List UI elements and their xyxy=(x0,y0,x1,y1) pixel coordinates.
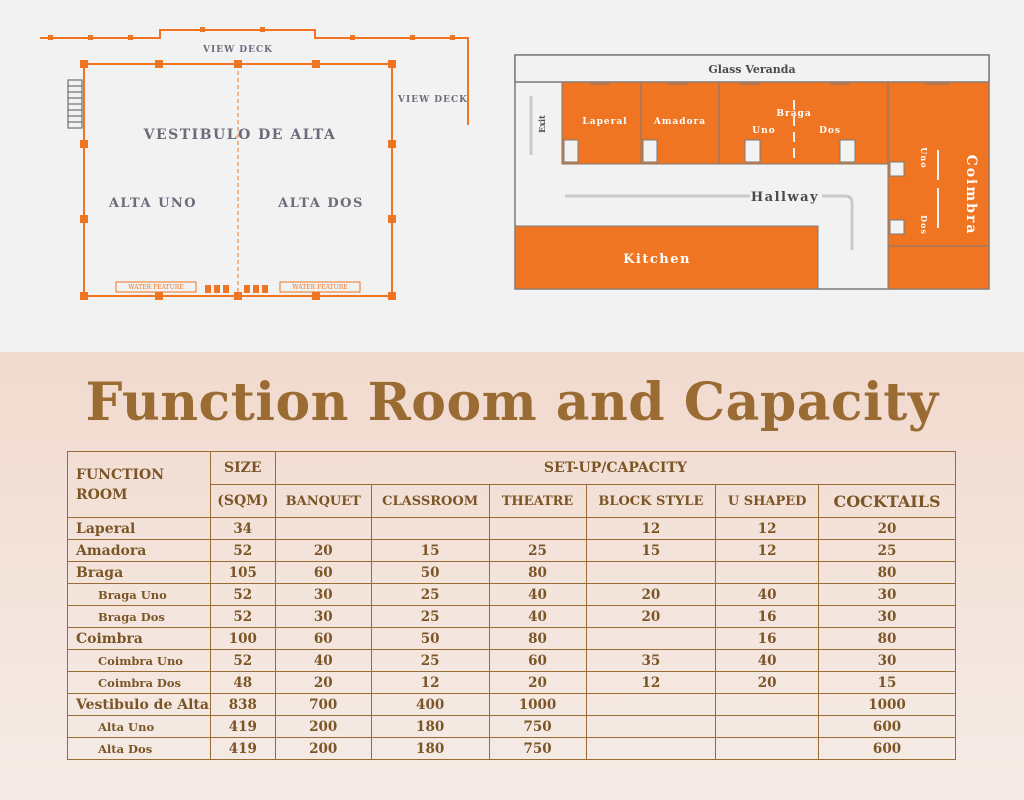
table-row xyxy=(68,518,956,540)
size-cell: 105 xyxy=(210,562,275,584)
capacity-cell: 200 xyxy=(275,738,371,760)
hall-name-label: VESTIBULO DE ALTA xyxy=(143,127,337,143)
capacity-table xyxy=(67,451,956,760)
capacity-cell: 12 xyxy=(586,518,716,540)
capacity-cell: 20 xyxy=(489,672,586,694)
capacity-cell: 20 xyxy=(275,672,371,694)
capacity-cell: 30 xyxy=(819,606,956,628)
size-cell: 419 xyxy=(210,738,275,760)
capacity-cell: 25 xyxy=(371,606,489,628)
hallway-label: Hallway xyxy=(750,190,820,205)
capacity-cell xyxy=(586,694,716,716)
capacity-cell: 1000 xyxy=(489,694,586,716)
capacity-cell: 750 xyxy=(489,738,586,760)
capacity-cell: 40 xyxy=(489,606,586,628)
size-cell: 52 xyxy=(210,650,275,672)
capacity-cell: 600 xyxy=(819,738,956,760)
capacity-cell: 80 xyxy=(819,628,956,650)
capacity-cell: 12 xyxy=(371,672,489,694)
room-name-cell: Laperal xyxy=(68,518,211,540)
capacity-cell: 700 xyxy=(275,694,371,716)
table-row xyxy=(68,738,956,760)
room-name-cell: Amadora xyxy=(68,540,211,562)
capacity-cell xyxy=(586,562,716,584)
capacity-cell: 60 xyxy=(275,628,371,650)
braga-uno-label: Uno xyxy=(752,126,776,136)
capacity-cell xyxy=(489,518,586,540)
capacity-cell: 15 xyxy=(819,672,956,694)
capacity-cell: 180 xyxy=(371,738,489,760)
room-name-cell: Alta Dos xyxy=(68,738,211,760)
size-unit-header: (SQM) xyxy=(210,485,275,518)
capacity-cell xyxy=(586,628,716,650)
alta-dos-label: ALTA DOS xyxy=(278,196,364,211)
capacity-cell: 1000 xyxy=(819,694,956,716)
room-name-cell: Coimbra Uno xyxy=(68,650,211,672)
capacity-cell: 80 xyxy=(489,562,586,584)
coimbra-uno-label: Uno xyxy=(919,147,929,169)
size-cell: 838 xyxy=(210,694,275,716)
room-name-cell: Vestibulo de Alta xyxy=(68,694,211,716)
capacity-cell: 25 xyxy=(371,584,489,606)
capacity-cell: 25 xyxy=(489,540,586,562)
size-cell: 52 xyxy=(210,584,275,606)
braga-dos-label: Dos xyxy=(819,126,841,136)
capacity-cell: 20 xyxy=(819,518,956,540)
capacity-table-body xyxy=(68,518,956,760)
view-deck-right-label: VIEW DECK xyxy=(398,95,468,105)
capacity-cell: 50 xyxy=(371,562,489,584)
glass-veranda-label: Glass Veranda xyxy=(708,63,796,76)
capacity-cell: 20 xyxy=(586,584,716,606)
size-cell: 52 xyxy=(210,540,275,562)
capacity-cell: 20 xyxy=(716,672,819,694)
capacity-cell: 30 xyxy=(275,584,371,606)
capacity-cell xyxy=(586,738,716,760)
size-cell: 48 xyxy=(210,672,275,694)
capacity-cell xyxy=(716,716,819,738)
capacity-cell: 40 xyxy=(489,584,586,606)
capacity-cell xyxy=(586,716,716,738)
floor-plans-panel xyxy=(0,0,1024,352)
water-feature-right-label: WATER FEATURE xyxy=(292,284,348,291)
capacity-cell: 180 xyxy=(371,716,489,738)
size-cell: 52 xyxy=(210,606,275,628)
capacity-cell xyxy=(371,518,489,540)
capacity-cell: 40 xyxy=(716,650,819,672)
capacity-cell: 60 xyxy=(275,562,371,584)
exit-label: Exit xyxy=(537,115,547,133)
water-feature-left-label: WATER FEATURE xyxy=(128,284,184,291)
capacity-cell xyxy=(716,562,819,584)
table-row xyxy=(68,716,956,738)
table-row xyxy=(68,540,956,562)
room-service xyxy=(888,246,989,289)
capacity-cell: 12 xyxy=(716,518,819,540)
capacity-cell: 80 xyxy=(489,628,586,650)
capacity-cell: 40 xyxy=(716,584,819,606)
room-name-cell: Alta Uno xyxy=(68,716,211,738)
kitchen-label: Kitchen xyxy=(623,252,691,267)
size-cell: 419 xyxy=(210,716,275,738)
function-room-header: FUNCTION ROOM xyxy=(68,452,211,518)
view-deck-top-label: VIEW DECK xyxy=(203,45,273,55)
capacity-cell: 12 xyxy=(586,672,716,694)
room-name-cell: Coimbra Dos xyxy=(68,672,211,694)
capacity-cell: 16 xyxy=(716,628,819,650)
table-row xyxy=(68,628,956,650)
size-cell: 100 xyxy=(210,628,275,650)
capacity-cell: 200 xyxy=(275,716,371,738)
capacity-cell: 15 xyxy=(371,540,489,562)
page-title: Function Room and Capacity xyxy=(85,372,939,433)
capacity-cell: 400 xyxy=(371,694,489,716)
setup-capacity-header: SET-UP/CAPACITY xyxy=(275,452,955,485)
table-row xyxy=(68,606,956,628)
capacity-cell xyxy=(275,518,371,540)
capacity-cell: 25 xyxy=(371,650,489,672)
room-braga xyxy=(719,82,888,164)
coimbra-label: Coimbra xyxy=(963,154,979,236)
coimbra-dos-label: Dos xyxy=(919,215,929,235)
capacity-cell: 25 xyxy=(819,540,956,562)
capacity-cell: 20 xyxy=(275,540,371,562)
capacity-cell: 30 xyxy=(819,650,956,672)
capacity-cell xyxy=(716,738,819,760)
room-name-cell: Braga Dos xyxy=(68,606,211,628)
alta-uno-label: ALTA UNO xyxy=(108,196,198,211)
size-cell: 34 xyxy=(210,518,275,540)
capacity-cell xyxy=(716,694,819,716)
capacity-cell: 80 xyxy=(819,562,956,584)
capacity-cell: 35 xyxy=(586,650,716,672)
capacity-cell: 30 xyxy=(819,584,956,606)
amadora-label: Amadora xyxy=(653,117,707,127)
capacity-cell: 50 xyxy=(371,628,489,650)
column-header: BLOCK STYLE xyxy=(586,485,716,518)
room-name-cell: Braga xyxy=(68,562,211,584)
capacity-cell: 60 xyxy=(489,650,586,672)
braga-label: Braga xyxy=(776,109,812,119)
table-row xyxy=(68,650,956,672)
column-header: U SHAPED xyxy=(716,485,819,518)
laperal-label: Laperal xyxy=(582,117,628,127)
column-header: COCKTAILS xyxy=(819,485,956,518)
column-header: CLASSROOM xyxy=(371,485,489,518)
capacity-cell: 12 xyxy=(716,540,819,562)
capacity-cell: 600 xyxy=(819,716,956,738)
capacity-cell: 15 xyxy=(586,540,716,562)
table-row xyxy=(68,694,956,716)
size-header: SIZE xyxy=(210,452,275,485)
capacity-cell: 16 xyxy=(716,606,819,628)
table-row xyxy=(68,562,956,584)
column-header: THEATRE xyxy=(489,485,586,518)
capacity-cell: 750 xyxy=(489,716,586,738)
capacity-cell: 30 xyxy=(275,606,371,628)
capacity-cell: 20 xyxy=(586,606,716,628)
table-row xyxy=(68,584,956,606)
room-name-cell: Braga Uno xyxy=(68,584,211,606)
floor-plan-rooms xyxy=(0,0,1024,352)
room-name-cell: Coimbra xyxy=(68,628,211,650)
table-row xyxy=(68,672,956,694)
capacity-cell: 40 xyxy=(275,650,371,672)
column-header: BANQUET xyxy=(275,485,371,518)
